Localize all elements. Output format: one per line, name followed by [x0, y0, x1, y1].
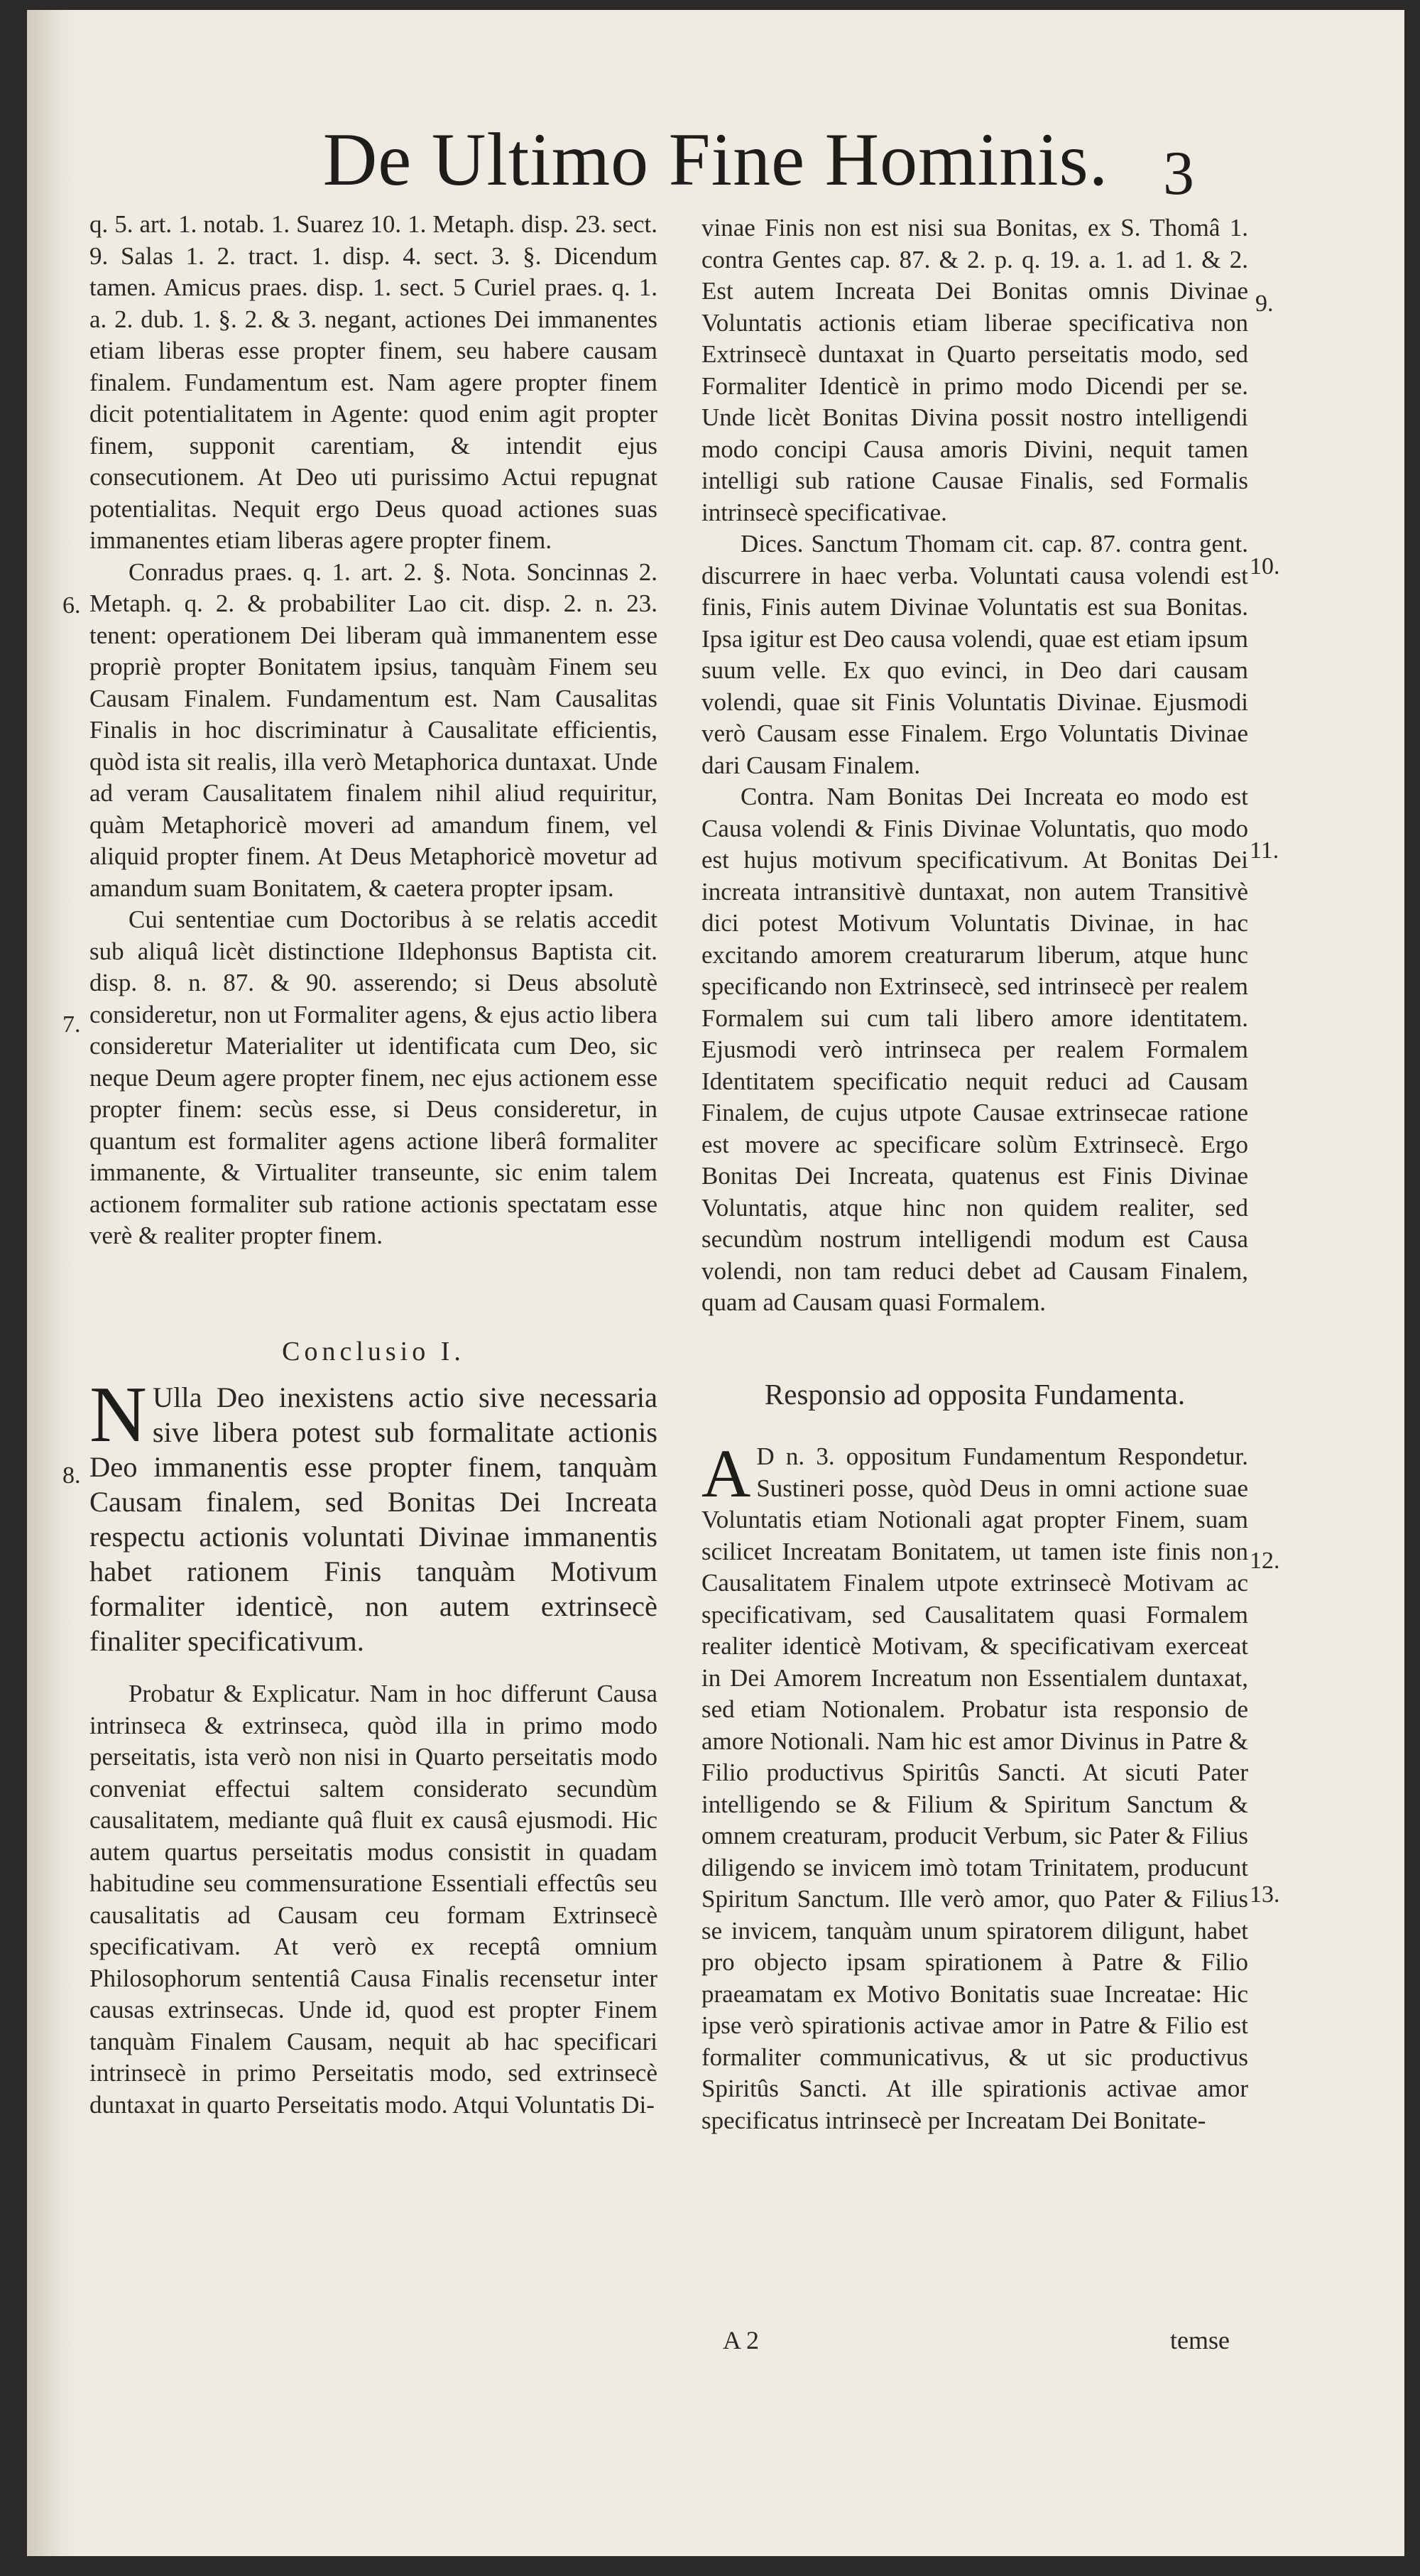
left-paragraph-4: Probatur & Explicatur. Nam in hoc differunt Causa intrinseca & extrinseca, quòd illa in primo modo perseitatis, ista verò non nisi in Quarto perseitatis modo conveniat effectui saltem considerato secundùm causalitatem, mediante quâ fluit ex causâ ejusmodi. Hic autem quartus perseitatis modus consistit in quadam habitudine seu commensuratione Essentiali effectûs seu causalitatis ad Causam ceu formam Extrinsecè specificativam. At verò ex receptâ omnium Philosophorum sententiâ Causa Finalis recensetur inter causas extrinsecas. Unde id, quod est propter Finem tanquàm Finalem Causam, nequit ab hac specificari intrinsecè in primo Perseitatis modo, sed extrinsecè duntaxat in quarto Perseitatis modo. Atqui Voluntatis Di- — [89, 1680, 657, 2119]
dropcap-n: N — [89, 1371, 147, 1459]
left-paragraph-3: Cui sententiae cum Doctoribus à se relatis accedit sub aliquâ licèt distinctione Ildephonsus Baptista cit. disp. 8. n. 87. & 90. asserendo; si Deus absolutè consideretur, non ut Formaliter agens, & ejus actio libera consideretur Materialiter ut identificata cum Deo, sic neque Deum agere propter finem, nec ejus actionem esse propter finem: secùs esse, si Deus consideretur, in quantum est formaliter agens actione liberâ formaliter immanente, & Virtualiter transeunte, sic enim talem actionem formaliter sub ratione actionis spectatam esse verè & realiter propter finem. — [89, 906, 657, 1249]
conclusio-text-block — [89, 1371, 657, 1658]
responsio-section-title: Responsio ad opposita Fundamenta. — [764, 1377, 1186, 1411]
right-paragraph-2: Dices. Sanctum Thomam cit. cap. 87. contra gent. discurrere in haec verba. Voluntati causa volendi est finis, Finis autem Divinae Voluntatis est sua Bonitas. Ipsa igitur est Deo causa volendi, quae est etiam ipsum suum velle. Ex quo evinci, in Deo dari causam volendi, quae sit Finis Voluntatis Divinae. Ejusmodi verò Causam esse Finalem. Ergo Voluntatis Divinae dari Causam Finalem. — [701, 530, 1248, 779]
signature-mark: A 2 — [723, 2326, 760, 2354]
right-paragraph-1: vinae Finis non est nisi sua Bonitas, ex S. Thomâ 1. contra Gentes cap. 87. & 2. p. q. 19. a. 1. ad 1. & 2. Est autem Increata Dei Bonitas omnis Divinae Voluntatis actionis etiam liberae specificativa non Extrinsecè duntaxat in Quarto perseitatis modo, sed Formaliter Identicè in primo modo Dicendi per se. Unde licèt Bonitas Divina possit nostro intelligendi modo concipi Causa amoris Divini, nequit tamen intelligi sub ratione Causae Finalis, sed Formalis intrinsecè specificativae. — [701, 214, 1248, 526]
margin-number-6: 6. — [62, 592, 81, 619]
page-title: De Ultimo Fine Hominis. — [322, 118, 1109, 201]
right-column — [701, 212, 1248, 2136]
margin-number-11: 11. — [1250, 837, 1279, 864]
right-paragraph-4-block — [701, 1435, 1248, 2136]
margin-number-9: 9. — [1255, 290, 1274, 317]
conclusio-heading: Conclusio I. — [282, 1336, 465, 1366]
catchword: temse — [1170, 2326, 1230, 2354]
right-paragraph-4: D n. 3. oppositum Fundamentum Respondetur. Sustineri posse, quòd Deus in omni actione suae Voluntatis etiam Notionali agat propter Finem, suam scilicet Increatam Bonitatem, ut tamen iste finis non Causalitatem Finalem utpote extrinsecè Motivam ac specificativam, sed Causalitatem quasi Formalem realiter identicè Motivam, & specificativam exerceat in Dei Amorem Increatum non Essentialem duntaxat, sed etiam Notionalem. Probatur ista responsio de amore Notionali. Nam hic est amor Divinus in Patre & Filio productivus Spiritûs Sancti. At sicuti Pater intelligendo se & Filium & Spiritum Sanctum & omnem creaturam, producit Verbum, sic Pater & Filius diligendo se invicem imò totam Trinitatem, producunt Spiritum Sanctum. Ille verò amor, quo Pater & Filius se invicem, tanquàm unum spiratorem diligunt, habet pro objecto ipsam spirationem à Patre & Filio praeamatam ex Motivo Bonitatis suae Increatae: Hic ipse verò spirationis activae amor in Patre & Filio est formaliter communicativus, & ut sic productivus Spiritûs Sancti. At ille spirationis activae amor specificatus intrinsecè per Increatam Dei Bonitate- — [701, 1442, 1248, 2134]
book-page — [27, 10, 1404, 2556]
margin-number-8: 8. — [62, 1462, 81, 1489]
margin-number-13: 13. — [1250, 1881, 1280, 1908]
page-gutter-shadow — [27, 10, 77, 2556]
margin-number-10: 10. — [1250, 553, 1280, 580]
right-paragraph-3: Contra. Nam Bonitas Dei Increata eo modo est Causa volendi & Finis Divinae Voluntatis, quo modo est hujus motivum specificativum. At Bonitas Dei increata intransitivè duntaxat, non autem Transitivè dici potest Motivum Voluntatis Divinae, in hac excitando amorem creaturarum liberum, atque hunc specificando non Extrinsecè, sed intrinsecè per realem Formalem sui cum tali libero amore identitatem. Ejusmodi verò intrinseca per realem Formalem Identitatem specificatio nequit reduci ad Causam Finalem, de cujus utpote Causae extrinsecae ratione est movere ac specificare solùm Extrinsecè. Ergo Bonitas Dei Increata, quatenus est Finis Divinae Voluntatis, atque hinc non quidem realiter, sed secundùm nostrum intelligendi modum est Causa volendi, non tam reduci debet ad Causam Finalem, quam ad Causam quasi Formalem. — [701, 783, 1248, 1316]
margin-number-7: 7. — [62, 1011, 81, 1038]
conclusio-text: Ulla Deo inexistens actio sive necessaria sive libera potest sub formalitate actionis Deo immanentis esse propter finem, tanquàm Causam finalem, sed Bonitas Dei Increata respectu actionis voluntati Divinae immanentis habet rationem Finis tanquàm Motivum formaliter identicè, non autem extrinsecè finaliter specificativum. — [89, 1381, 657, 1657]
dropcap-a: A — [701, 1435, 751, 1511]
page-number: 3 — [1163, 139, 1194, 208]
left-paragraph-1: q. 5. art. 1. notab. 1. Suarez 10. 1. Metaph. disp. 23. sect. 9. Salas 1. 2. tract. 1. disp. 4. sect. 3. §. Dicendum tamen. Amicus praes. disp. 1. sect. 5 Curiel praes. q. 1. a. 2. dub. 1. §. 2. & 3. negant, actiones Dei immanentes etiam liberas esse propter finem, seu habere causam finalem. Fundamentum est. Nam agere propter finem dicit potentialitatem in Agente: quod enim agit propter finem, supponit carentiam, & intendit ejus consecutionem. At Deo uti purissimo Actui repugnat potentialitas. Nequit ergo Deus quoad actiones suas immanentes etiam liberas agere propter finem. — [89, 210, 657, 554]
margin-number-12: 12. — [1250, 1548, 1280, 1574]
left-column — [89, 209, 657, 2121]
left-paragraph-2: Conradus praes. q. 1. art. 2. §. Nota. Soncinnas 2. Metaph. q. 2. & probabiliter Lao cit. disp. 2. n. 23. tenent: operationem Dei liberam quà immanentem esse propriè propter Bonitatem ipsius, tanquàm Finem seu Causam Finalem. Fundamentum est. Nam Causalitas Finalis in hoc discriminatur à Causalitate efficientis, quòd ista sit realis, illa verò Metaphorica duntaxat. Unde ad veram Causalitatem finalem nihil aliud requiritur, quàm Metaphoricè moveri ad amandum finem, vel aliquid propter finem. At Deus Metaphoricè movetur ad amandum suam Bonitatem, & caetera propter ipsam. — [89, 558, 657, 902]
